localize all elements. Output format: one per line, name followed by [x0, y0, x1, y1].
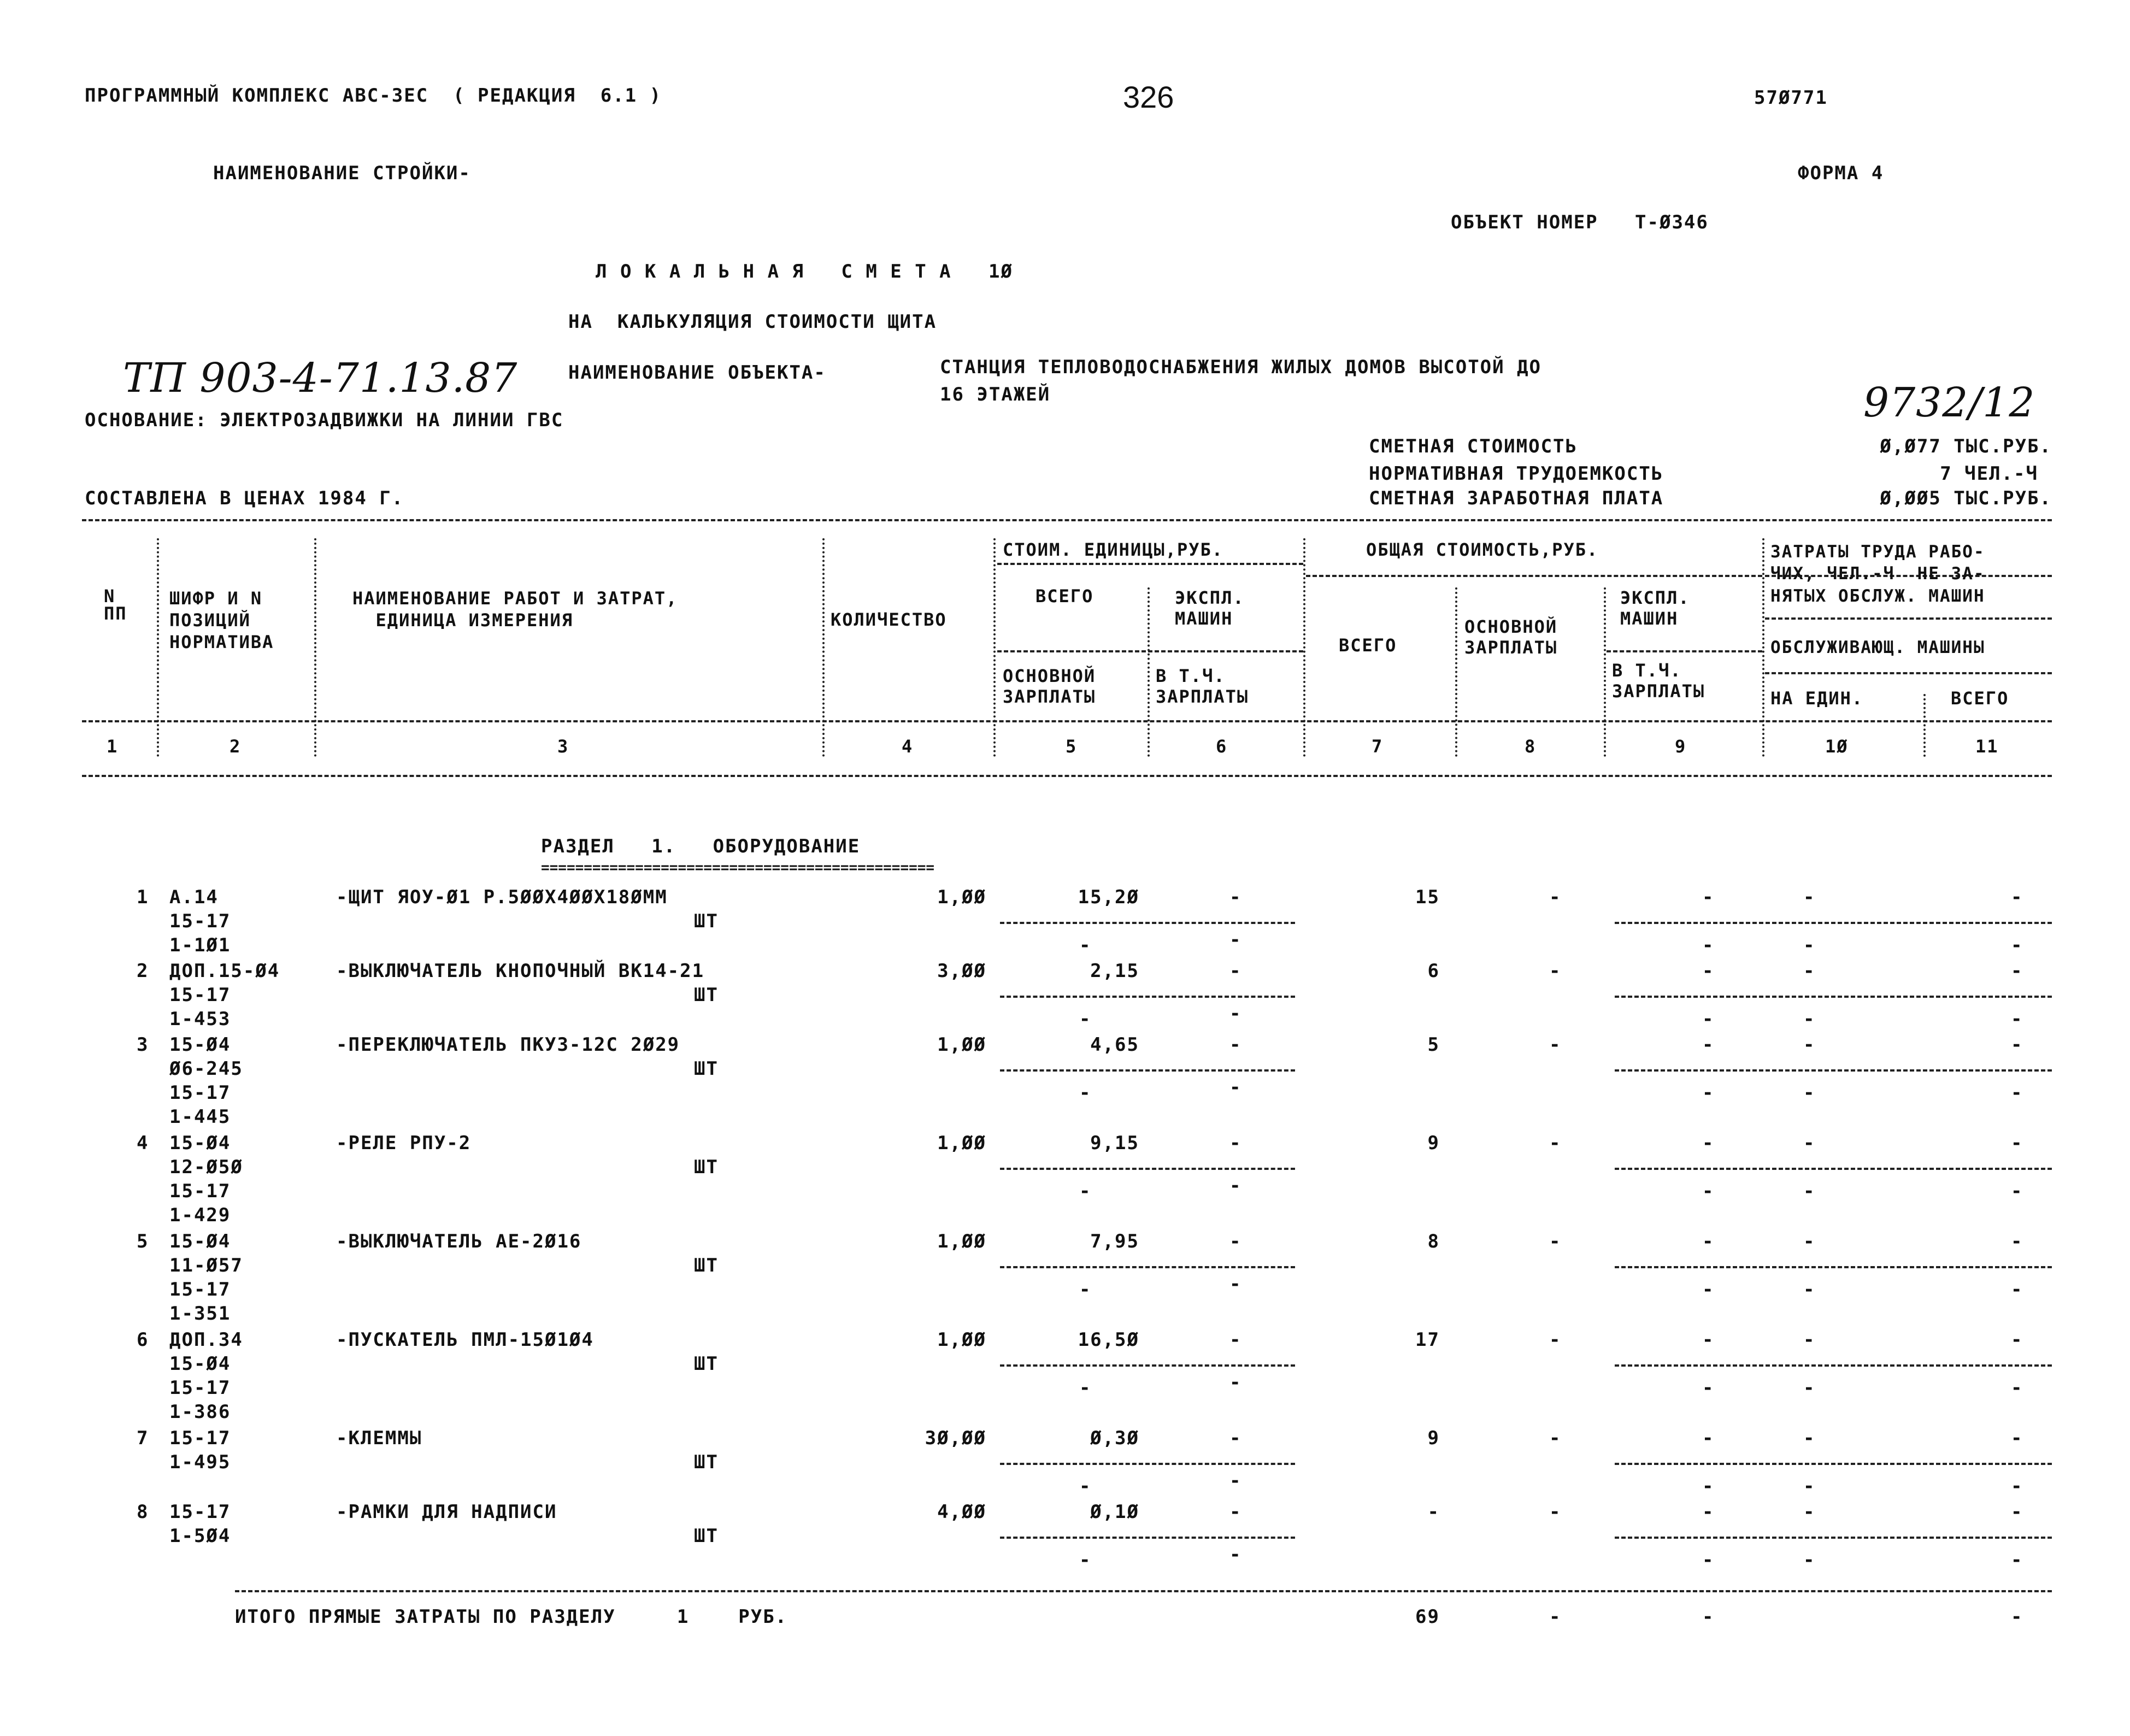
total-dash: -	[2011, 1606, 2023, 1628]
row-total: 9	[1427, 1427, 1440, 1449]
row-labor-serv-dash: -	[1803, 1279, 1816, 1300]
header-total-expl: ЭКСПЛ. МАШИН	[1620, 587, 1690, 629]
row-name: -ВЫКЛЮЧАТЕЛЬ КНОПОЧНЫЙ ВК14-21	[336, 960, 705, 982]
row-total: -	[1427, 1501, 1440, 1523]
row-labor-unit-dash: -	[1803, 1427, 1816, 1449]
header-total-cost: ОБЩАЯ СТОИМОСТЬ,РУБ.	[1366, 539, 1599, 560]
row-total: 17	[1415, 1329, 1440, 1351]
row-code: 1-5Ø4	[169, 1525, 231, 1547]
row-labor-serv-dash: -	[1803, 1549, 1816, 1571]
row-labor-unit-dash: -	[1803, 1132, 1816, 1154]
object-number: ОБЪЕКТ НОМЕР Т-Ø346	[1451, 211, 1709, 233]
row-subrule	[1000, 1364, 1295, 1367]
handwritten-tp-number: ТП 903-4-71.13.87	[123, 355, 518, 402]
stroyka-label: НАИМЕНОВАНИЕ СТРОЙКИ-	[213, 162, 471, 184]
row-expl-dash: -	[1229, 960, 1242, 982]
table-top-rule	[82, 519, 2052, 521]
row-expl-dash: -	[1702, 886, 1715, 908]
total-dash: -	[1702, 1606, 1715, 1628]
row-expl-dash: -	[1702, 1427, 1715, 1449]
row-number: 5	[137, 1231, 149, 1252]
row-unit: ШТ	[694, 1058, 719, 1080]
row-incl-wage-dash: -	[1702, 1008, 1715, 1030]
row-code: ДОП.15-Ø4	[169, 960, 280, 982]
row-subrule	[1000, 996, 1295, 998]
row-labor-serv-dash: -	[1803, 1377, 1816, 1399]
row-labor-unit-dash: -	[1803, 1329, 1816, 1351]
row-code: 15-17	[169, 1501, 231, 1523]
handwritten-reference: 9732/12	[1863, 379, 2035, 426]
column-number: 2	[230, 736, 242, 757]
header-labor-service: ОБСЛУЖИВАЮЩ. МАШИНЫ	[1770, 638, 1985, 657]
row-code: 15-17	[169, 910, 231, 932]
row-code: 15-Ø4	[169, 1034, 231, 1056]
row-unit: ШТ	[694, 910, 719, 932]
row-subrule	[1615, 1364, 2052, 1367]
row-number: 4	[137, 1132, 149, 1154]
row-subrule	[1615, 1069, 2052, 1072]
row-labor-total-dash: -	[2011, 1501, 2023, 1523]
row-labor-serv-dash: -	[2011, 1008, 2023, 1030]
row-number: 8	[137, 1501, 149, 1523]
row-incl-wage-dash: -	[1229, 1544, 1242, 1566]
row-labor-total-dash: -	[2011, 1329, 2023, 1351]
row-incl-wage-dash: -	[1702, 1180, 1715, 1202]
row-incl-wage-dash: -	[1229, 1076, 1242, 1098]
row-name: -ПУСКАТЕЛЬ ПМЛ-15Ø1Ø4	[336, 1329, 594, 1351]
row-unit-price: 4,65	[1090, 1034, 1139, 1056]
row-subrule	[1615, 1168, 2052, 1170]
row-code: 15-17	[169, 1279, 231, 1300]
row-labor-total-dash: -	[2011, 1427, 2023, 1449]
row-basic-dash: -	[1549, 1034, 1562, 1056]
row-expl-dash: -	[1229, 1231, 1242, 1252]
document-title: Л О К А Л Ь Н А Я С М Е Т А 1Ø	[596, 261, 1013, 283]
row-labor-serv-dash: -	[2011, 1180, 2023, 1202]
row-code: 1-453	[169, 1008, 231, 1030]
column-number: 5	[1066, 736, 1078, 757]
row-basic-wage-dash: -	[1079, 1279, 1092, 1300]
row-unit-price: Ø,3Ø	[1090, 1427, 1139, 1449]
row-expl-dash: -	[1229, 1427, 1242, 1449]
row-expl-dash: -	[1702, 1132, 1715, 1154]
row-subrule	[1615, 1463, 2052, 1465]
column-divider	[1923, 694, 1926, 757]
row-name: -ВЫКЛЮЧАТЕЛЬ АЕ-2Ø16	[336, 1231, 582, 1252]
header-code: ШИФР И N ПОЗИЦИЙ НОРМАТИВА	[169, 588, 274, 652]
row-expl-dash: -	[1229, 1329, 1242, 1351]
row-unit: ШТ	[694, 1255, 719, 1276]
row-number: 7	[137, 1427, 149, 1449]
total-dash: -	[1549, 1606, 1562, 1628]
row-subrule	[1000, 1537, 1295, 1539]
row-subrule	[1000, 922, 1295, 924]
row-code: 1-351	[169, 1303, 231, 1325]
row-expl-dash: -	[1702, 1231, 1715, 1252]
row-unit: ШТ	[694, 1525, 719, 1547]
column-divider	[822, 538, 825, 757]
row-unit: ШТ	[694, 984, 719, 1006]
subheader-rule	[997, 563, 1303, 565]
row-unit-price: 2,15	[1090, 960, 1139, 982]
row-labor-serv-dash: -	[1803, 934, 1816, 956]
row-code: 15-17	[169, 1377, 231, 1399]
row-subrule	[1000, 1463, 1295, 1465]
row-name: -РАМКИ ДЛЯ НАДПИСИ	[336, 1501, 557, 1523]
row-expl-dash: -	[1229, 1034, 1242, 1056]
object-name-line1: СТАНЦИЯ ТЕПЛОВОДОСНАБЖЕНИЯ ЖИЛЫХ ДОМОВ ВЫСОТОЙ ДО	[940, 356, 1542, 378]
row-unit-price: 7,95	[1090, 1231, 1139, 1252]
row-quantity: 3Ø,ØØ	[925, 1427, 986, 1449]
column-divider	[157, 538, 159, 757]
row-name: -КЛЕММЫ	[336, 1427, 422, 1449]
header-name: НАИМЕНОВАНИЕ РАБОТ И ЗАТРАТ, ЕДИНИЦА ИЗМЕРЕНИЯ	[352, 588, 678, 631]
row-code: 15-Ø4	[169, 1231, 231, 1252]
row-basic-wage-dash: -	[1079, 1008, 1092, 1030]
row-incl-wage-dash: -	[1702, 1475, 1715, 1497]
column-number: 9	[1675, 736, 1687, 757]
row-name: -ЩИТ ЯОУ-Ø1 Р.5ØØХ4ØØХ18ØММ	[336, 886, 668, 908]
row-labor-serv-dash: -	[1803, 1180, 1816, 1202]
section-title: РАЗДЕЛ 1. ОБОРУДОВАНИЕ	[541, 835, 861, 857]
row-incl-wage-dash: -	[1229, 1175, 1242, 1197]
row-basic-dash: -	[1549, 1427, 1562, 1449]
row-incl-wage-dash: -	[1229, 1003, 1242, 1025]
row-code: А.14	[169, 886, 219, 908]
row-incl-wage-dash: -	[1229, 1273, 1242, 1295]
row-number: 6	[137, 1329, 149, 1351]
row-number: 2	[137, 960, 149, 982]
row-expl-dash: -	[1702, 1034, 1715, 1056]
row-incl-wage-dash: -	[1702, 1082, 1715, 1104]
header-labor: ЗАТРАТЫ ТРУДА РАБО- ЧИХ, ЧЕЛ.-Ч НЕ ЗА- НЯТЫХ ОБСЛУЖ. МАШИН	[1770, 542, 1985, 606]
row-quantity: 1,ØØ	[937, 886, 986, 908]
row-basic-dash: -	[1549, 1231, 1562, 1252]
object-label: НАИМЕНОВАНИЕ ОБЪЕКТА-	[568, 362, 826, 384]
subheader-rule	[1765, 672, 2052, 674]
row-labor-total-dash: -	[2011, 1132, 2023, 1154]
total-rule	[235, 1590, 2052, 1592]
row-subrule	[1615, 996, 2052, 998]
section-underline: ==============================================	[541, 860, 935, 876]
header-unit-expl: ЭКСПЛ. МАШИН	[1175, 587, 1245, 629]
row-total: 8	[1427, 1231, 1440, 1252]
row-name: -ПЕРЕКЛЮЧАТЕЛЬ ПКУ3-12С 2Ø29	[336, 1034, 680, 1056]
row-unit: ШТ	[694, 1451, 719, 1473]
row-unit: ШТ	[694, 1353, 719, 1375]
row-code: Ø6-245	[169, 1058, 243, 1080]
subheader-rule	[1306, 575, 1762, 577]
row-code: 15-Ø4	[169, 1132, 231, 1154]
column-divider	[1303, 538, 1305, 757]
column-divider	[314, 538, 316, 757]
column-divider	[993, 538, 996, 757]
column-numbers-rule	[82, 775, 2052, 777]
row-subrule	[1615, 922, 2052, 924]
row-basic-wage-dash: -	[1079, 1475, 1092, 1497]
row-unit-price: 16,5Ø	[1078, 1329, 1139, 1351]
document-code: 57Ø771	[1754, 87, 1828, 109]
subheader-rule	[1607, 650, 1762, 652]
row-expl-dash: -	[1702, 1501, 1715, 1523]
row-incl-wage-dash: -	[1702, 1549, 1715, 1571]
column-divider	[1762, 538, 1764, 757]
row-subrule	[1000, 1069, 1295, 1072]
row-unit: ШТ	[694, 1156, 719, 1178]
row-code: 1-445	[169, 1106, 231, 1128]
row-expl-dash: -	[1229, 886, 1242, 908]
row-labor-serv-dash: -	[2011, 934, 2023, 956]
row-labor-unit-dash: -	[1803, 1034, 1816, 1056]
row-basic-dash: -	[1549, 1501, 1562, 1523]
row-labor-unit-dash: -	[1803, 960, 1816, 982]
row-subrule	[1615, 1537, 2052, 1539]
row-expl-dash: -	[1702, 960, 1715, 982]
row-basic-dash: -	[1549, 1132, 1562, 1154]
header-quantity: КОЛИЧЕСТВО	[831, 609, 947, 630]
row-quantity: 1,ØØ	[937, 1034, 986, 1056]
row-subrule	[1615, 1266, 2052, 1268]
row-total: 9	[1427, 1132, 1440, 1154]
row-code: ДОП.34	[169, 1329, 243, 1351]
column-number: 4	[902, 736, 914, 757]
summary-label-cost: СМЕТНАЯ СТОИМОСТЬ	[1369, 436, 1578, 457]
row-total: 5	[1427, 1034, 1440, 1056]
column-number: 11	[1975, 736, 1999, 757]
row-labor-unit-dash: -	[1803, 1501, 1816, 1523]
summary-label-wage: СМЕТНАЯ ЗАРАБОТНАЯ ПЛАТА	[1369, 487, 1664, 509]
row-labor-unit-dash: -	[1803, 1231, 1816, 1252]
row-labor-serv-dash: -	[1803, 1082, 1816, 1104]
row-total: 6	[1427, 960, 1440, 982]
row-labor-total-dash: -	[2011, 1231, 2023, 1252]
row-quantity: 1,ØØ	[937, 1132, 986, 1154]
row-code: 12-Ø5Ø	[169, 1156, 243, 1178]
column-number: 1	[107, 736, 119, 757]
row-unit-price: Ø,1Ø	[1090, 1501, 1139, 1523]
header-unit-basic: ОСНОВНОЙ ЗАРПЛАТЫ	[1003, 666, 1096, 708]
header-total-incl: В Т.Ч. ЗАРПЛАТЫ	[1612, 660, 1705, 702]
row-quantity: 4,ØØ	[937, 1501, 986, 1523]
header-unit-incl: В Т.Ч. ЗАРПЛАТЫ	[1156, 666, 1249, 708]
column-number: 8	[1525, 736, 1537, 757]
row-total: 15	[1415, 886, 1440, 908]
header-labor-total: ВСЕГО	[1951, 688, 2009, 709]
row-number: 3	[137, 1034, 149, 1056]
header-labor-unit: НА ЕДИН.	[1770, 688, 1864, 709]
row-basic-wage-dash: -	[1079, 1549, 1092, 1571]
row-labor-serv-dash: -	[1803, 1475, 1816, 1497]
row-labor-serv-dash: -	[1803, 1008, 1816, 1030]
row-code: 1-495	[169, 1451, 231, 1473]
subheader-rule	[1765, 617, 2052, 620]
row-labor-serv-dash: -	[2011, 1377, 2023, 1399]
row-code: 15-17	[169, 1082, 231, 1104]
total-value: 69	[1415, 1606, 1440, 1628]
page-number: 326	[1123, 80, 1174, 114]
row-code: 15-17	[169, 1427, 231, 1449]
row-quantity: 3,ØØ	[937, 960, 986, 982]
row-basic-wage-dash: -	[1079, 1082, 1092, 1104]
column-divider	[1455, 587, 1457, 757]
row-basic-wage-dash: -	[1079, 1180, 1092, 1202]
row-labor-serv-dash: -	[2011, 1549, 2023, 1571]
header-unit-cost: СТОИМ. ЕДИНИЦЫ,РУБ.	[1003, 539, 1224, 560]
document-subtitle: НА КАЛЬКУЛЯЦИЯ СТОИМОСТИ ЩИТА	[568, 311, 937, 333]
row-name: -РЕЛЕ РПУ-2	[336, 1132, 472, 1154]
row-subrule	[1000, 1266, 1295, 1268]
row-labor-total-dash: -	[2011, 1034, 2023, 1056]
row-labor-serv-dash: -	[2011, 1475, 2023, 1497]
row-quantity: 1,ØØ	[937, 1329, 986, 1351]
row-incl-wage-dash: -	[1702, 1279, 1715, 1300]
column-divider	[1604, 587, 1606, 757]
header-total-all: ВСЕГО	[1339, 635, 1397, 656]
summary-value-labor: 7 ЧЕЛ.-Ч	[1940, 463, 2038, 485]
summary-value-wage: Ø,ØØ5 ТЫС.РУБ.	[1880, 487, 2052, 509]
row-labor-serv-dash: -	[2011, 1082, 2023, 1104]
header-total-basic: ОСНОВНОЙ ЗАРПЛАТЫ	[1464, 616, 1558, 658]
row-labor-total-dash: -	[2011, 886, 2023, 908]
row-labor-total-dash: -	[2011, 960, 2023, 982]
row-incl-wage-dash: -	[1702, 934, 1715, 956]
row-code: 11-Ø57	[169, 1255, 243, 1276]
row-code: 1-386	[169, 1401, 231, 1423]
row-code: 15-17	[169, 984, 231, 1006]
price-basis: СОСТАВЛЕНА В ЦЕНАХ 1984 Г.	[85, 487, 404, 509]
row-quantity: 1,ØØ	[937, 1231, 986, 1252]
summary-label-labor: НОРМАТИВНАЯ ТРУДОЕМКОСТЬ	[1369, 463, 1664, 485]
row-incl-wage-dash: -	[1229, 1372, 1242, 1393]
total-label: ИТОГО ПРЯМЫЕ ЗАТРАТЫ ПО РАЗДЕЛУ 1 РУБ.	[235, 1606, 788, 1628]
row-basic-wage-dash: -	[1079, 1377, 1092, 1399]
program-name: ПРОГРАММНЫЙ КОМПЛЕКС АВС-3ЕС ( РЕДАКЦИЯ 6.1 )	[85, 85, 662, 107]
row-labor-unit-dash: -	[1803, 886, 1816, 908]
row-number: 1	[137, 886, 149, 908]
column-number: 7	[1372, 736, 1384, 757]
row-code: 1-1Ø1	[169, 934, 231, 956]
forma-label: ФОРМА 4	[1798, 162, 1884, 184]
header-unit-total: ВСЕГО	[1035, 586, 1094, 607]
row-basic-dash: -	[1549, 886, 1562, 908]
header-bottom-rule	[82, 720, 2052, 722]
row-expl-dash: -	[1702, 1329, 1715, 1351]
row-unit-price: 15,2Ø	[1078, 886, 1139, 908]
column-number: 3	[557, 736, 569, 757]
row-expl-dash: -	[1229, 1501, 1242, 1523]
row-code: 15-17	[169, 1180, 231, 1202]
column-divider	[1148, 587, 1150, 757]
column-number: 1Ø	[1825, 736, 1849, 757]
row-basic-dash: -	[1549, 1329, 1562, 1351]
row-incl-wage-dash: -	[1702, 1377, 1715, 1399]
row-subrule	[1000, 1168, 1295, 1170]
row-basic-dash: -	[1549, 960, 1562, 982]
summary-value-cost: Ø,Ø77 ТЫС.РУБ.	[1880, 436, 2052, 457]
column-number: 6	[1216, 736, 1228, 757]
row-code: 1-429	[169, 1204, 231, 1226]
subheader-rule	[997, 650, 1303, 652]
header-n: N ПП	[104, 586, 127, 624]
row-incl-wage-dash: -	[1229, 929, 1242, 951]
row-unit-price: 9,15	[1090, 1132, 1139, 1154]
basis: ОСНОВАНИЕ: ЭЛЕКТРОЗАДВИЖКИ НА ЛИНИИ ГВС	[85, 409, 564, 431]
row-labor-serv-dash: -	[2011, 1279, 2023, 1300]
row-code: 15-Ø4	[169, 1353, 231, 1375]
row-incl-wage-dash: -	[1229, 1470, 1242, 1492]
row-basic-wage-dash: -	[1079, 934, 1092, 956]
object-name-line2: 16 ЭТАЖЕЙ	[940, 384, 1051, 405]
row-expl-dash: -	[1229, 1132, 1242, 1154]
